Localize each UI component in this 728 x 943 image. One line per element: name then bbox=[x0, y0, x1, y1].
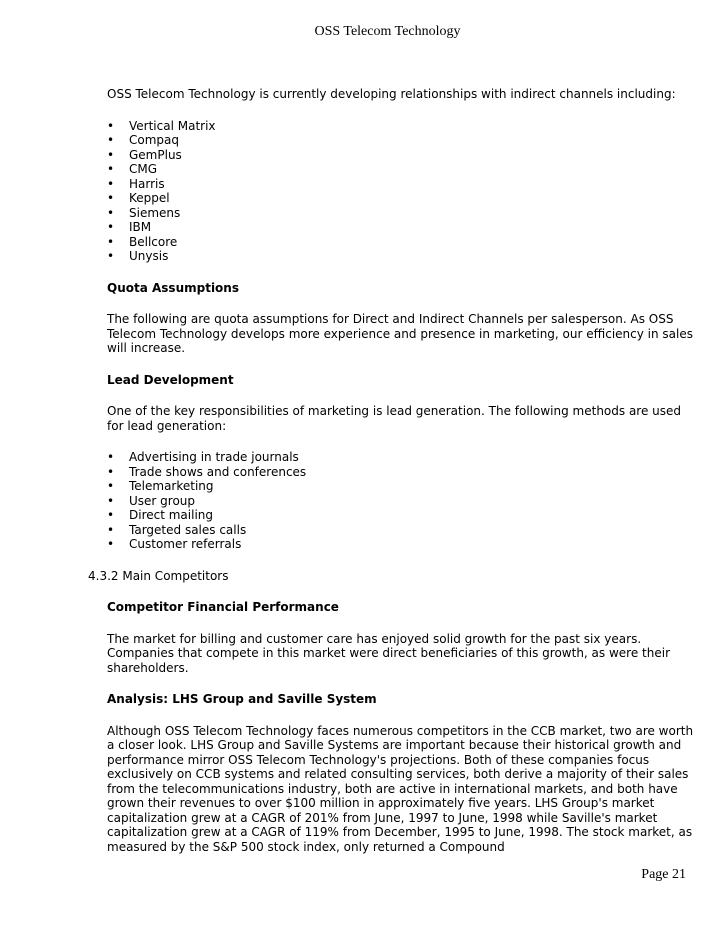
list-item: • Unysis bbox=[107, 249, 697, 264]
lead-heading: Lead Development bbox=[107, 372, 234, 387]
document-body bbox=[88, 87, 697, 871]
list-item: • Customer referrals bbox=[107, 537, 697, 552]
analysis-heading: Analysis: LHS Group and Saville System bbox=[107, 692, 377, 706]
list-item: • GemPlus bbox=[107, 148, 697, 163]
list-item: • Compaq bbox=[107, 133, 697, 148]
list-item: • Vertical Matrix bbox=[107, 119, 697, 134]
list-item: • Siemens bbox=[107, 206, 697, 221]
financial-paragraph: The market for billing and customer care has enjoyed solid growth for the past six years. Companies that compete in this market were direct beneficiaries of this growth, as were their shareholders. bbox=[107, 631, 671, 675]
list-item: • Direct mailing bbox=[107, 508, 697, 523]
quota-heading: Quota Assumptions bbox=[107, 280, 239, 295]
analysis-paragraph: Although OSS Telecom Technology faces numerous competitors in the CCB market, two are worth a closer look. LHS Group and Saville Systems are important because their historical growth and performance mirror OSS Telecom Technology's projections. Both of these companies focus exclusively on CCB systems and related consulting services, both derive a majority of their sales from the telecommunications industry, both are active in international markets, and both have grown their revenues to over $100 million in approximately five years. LHS Group's market capitalization grew at a CAGR of 201% from June, 1997 to June, 1998 while Saville's market capitalization grew at a CAGR of 119% from December, 1995 to June, 1998. The stock market, as measured by the S&P 500 stock index, only returned a Compound bbox=[107, 723, 694, 854]
list-item: • CMG bbox=[107, 162, 697, 177]
list-item: • Bellcore bbox=[107, 235, 697, 250]
financial-heading: Competitor Financial Performance bbox=[107, 600, 339, 614]
list-item: • Targeted sales calls bbox=[107, 523, 697, 538]
lead-paragraph: One of the key responsibilities of marketing is lead generation. The following methods are used for lead generation: bbox=[107, 404, 682, 433]
page-header: OSS Telecom Technology bbox=[314, 24, 461, 39]
list-item: • Trade shows and conferences bbox=[107, 465, 697, 480]
list-item: • Telemarketing bbox=[107, 479, 697, 494]
lead-methods-list bbox=[107, 450, 697, 552]
intro-paragraph: OSS Telecom Technology is currently developing relationships with indirect channels including: bbox=[107, 87, 676, 101]
list-item: • Advertising in trade journals bbox=[107, 450, 697, 465]
list-item: • Keppel bbox=[107, 191, 697, 206]
section-title: 4.3.2 Main Competitors bbox=[88, 568, 229, 583]
list-item: • Harris bbox=[107, 177, 697, 192]
quota-paragraph: The following are quota assumptions for Direct and Indirect Channels per salesperson. As OSS Telecom Technology develops more experience and presence in marketing, our efficiency in sales will increase. bbox=[107, 312, 693, 355]
list-item: • User group bbox=[107, 494, 697, 509]
list-item: • IBM bbox=[107, 220, 697, 235]
page-number: Page 21 bbox=[641, 867, 686, 882]
channels-list bbox=[107, 119, 697, 264]
